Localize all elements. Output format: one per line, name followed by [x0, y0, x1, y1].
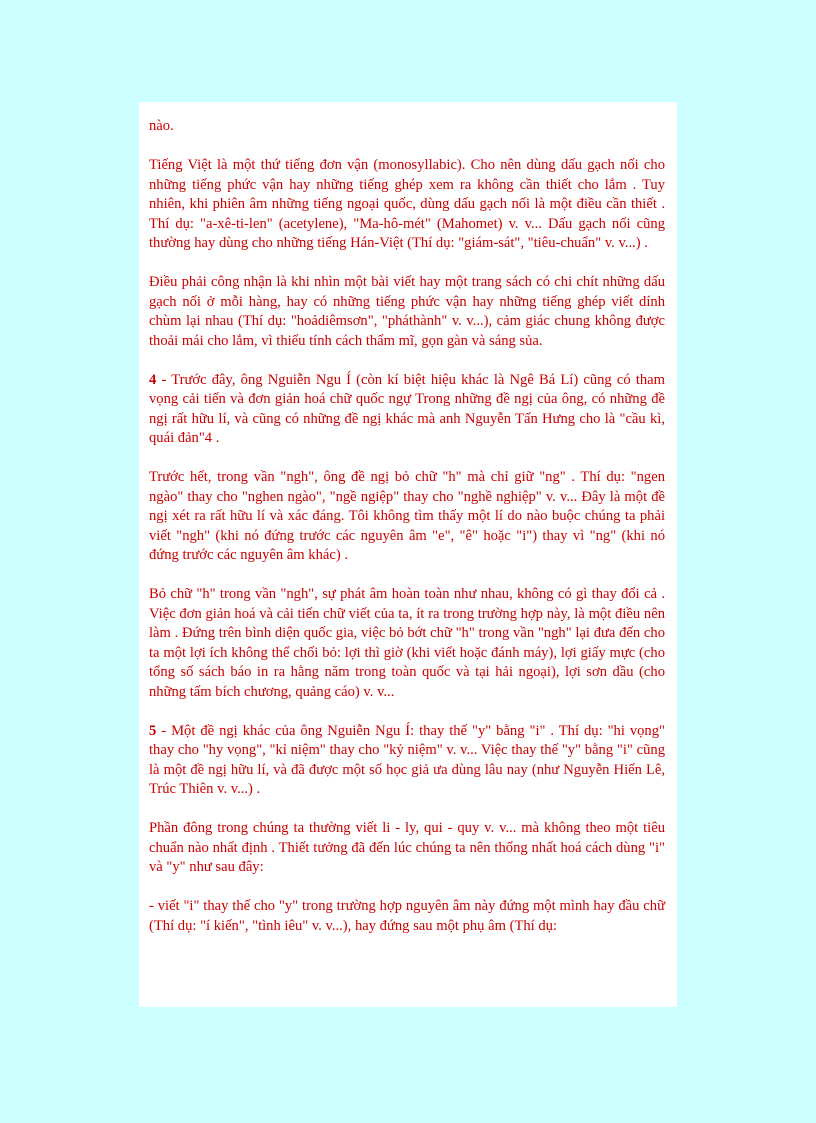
paragraph	[149, 819, 665, 878]
paragraph-text: Tiếng Việt là một thứ tiếng đơn vận (monosyllabic). Cho nên dùng dấu gạch nối cho những tiếng phức vận hay những tiếng ghép xem ra không cần thiết cho lắm . Tuy nhiên, khi phiên âm những tiếng ngoại quốc, dùng dấu gạch nối là một điều cần thiết . Thí dụ: "a-xê-ti-len" (acetylene), "Ma-hô-mét" (Mahomet) v. v... Dấu gạch nối cũng thường hay dùng cho những tiếng Hán-Việt (Thí dụ: "giám-sát", "tiêu-chuẩn" v. v...) .	[149, 157, 665, 251]
paragraph-text: Trước hết, trong vần "ngh", ông đề ngị bỏ chữ "h" mà chỉ giữ "ng" . Thí dụ: "ngen ngào" thay cho "nghen ngào", "ngề ngiệp" thay cho "nghề nghiệp" v. v... Đây là một đề ngị xét ra rất hữu lí và xác đáng. Tôi không tìm thấy một lí do nào buộc chúng ta phải viết "ngh" (khi nó đứng trước các nguyên âm "e", "ê" hoặc "i") thay vì "ng" (khi nó đứng trước các nguyên âm khác) .	[149, 469, 665, 563]
paragraph	[149, 897, 665, 936]
section-number: 5	[149, 722, 157, 739]
paragraph	[149, 722, 665, 800]
document-page	[139, 102, 677, 1007]
section-number: 4	[149, 371, 157, 388]
paragraph	[149, 468, 665, 566]
paragraph-text: - viết "i" thay thế cho "y" trong trường hợp nguyên âm này đứng một mình hay đầu chữ (Thí dụ: "í kiến", "tình iêu" v. v...), hay đứng sau một phụ âm (Thí dụ:	[149, 898, 665, 934]
paragraph	[149, 585, 665, 702]
document-body	[139, 102, 677, 936]
paragraph	[149, 273, 665, 351]
paragraph-text: - Một đề ngị khác của ông Nguiễn Ngu Í: thay thế "y" bằng "i" . Thí dụ: "hi vọng" thay cho "hy vọng", "kỉ niệm" thay cho "kỷ niệm" v. v... Việc thay thế "y" bằng "i" cũng là một đề ngị hữu lí, và đã được một số học giả ưa dùng lâu nay (như Nguyễn Hiến Lê, Trúc Thiên v. v...) .	[149, 722, 665, 797]
paragraph-text: nào.	[149, 118, 174, 134]
paragraph-text: Điều phải công nhận là khi nhìn một bài viết hay một trang sách có chi chít những dấu gạch nối ở mỗi hàng, hay có những tiếng phức vận hay những tiếng ghép viết dính chùm lại nhau (Thí dụ: "hoảdiêmsơn", "pháthành" v. v...), cảm giác chung không được thoải mái cho lắm, vì thiếu tính cách thẩm mĩ, gọn gàn và sáng sủa.	[149, 274, 665, 349]
paragraph-text: - Trước đây, ông Nguiễn Ngu Í (còn kí biệt hiệu khác là Ngê Bá Lí) cũng có tham vọng cải tiến và đơn giản hoá chữ quốc ngự Trong những đề ngị của ông, có những đề ngị rất hữu lí, và cũng có những đề ngị khác mà anh Nguyễn Tấn Hưng cho là "cầu kì, quái đản"4 .	[149, 371, 665, 446]
paragraph	[149, 156, 665, 254]
paragraph-text: Bỏ chữ "h" trong vần "ngh", sự phát âm hoàn toàn như nhau, không có gì thay đổi cả . Việc đơn giản hoá và cải tiến chữ viết của ta, ít ra trong trường hợp này, là một điều nên làm . Đứng trên bình diện quốc gia, việc bỏ bớt chữ "h" trong vần "ngh" lại đưa đến cho ta một lợi ích không thể chối bỏ: lợi thì giờ (khi viết hoặc đánh máy), lợi giấy mực (cho tổng số sách báo in ra hằng năm trong toàn quốc và tại hải ngoại), lợi sơn dầu (cho những tấm bích chương, quảng cáo) v. v...	[149, 586, 665, 700]
paragraph-text: Phần đông trong chúng ta thường viết li - ly, qui - quy v. v... mà không theo một tiêu chuẩn nào nhất định . Thiết tưởng đã đến lúc chúng ta nên thống nhất hoá cách dùng "i" và "y" như sau đây:	[149, 820, 665, 875]
paragraph	[149, 117, 665, 137]
paragraph	[149, 371, 665, 449]
